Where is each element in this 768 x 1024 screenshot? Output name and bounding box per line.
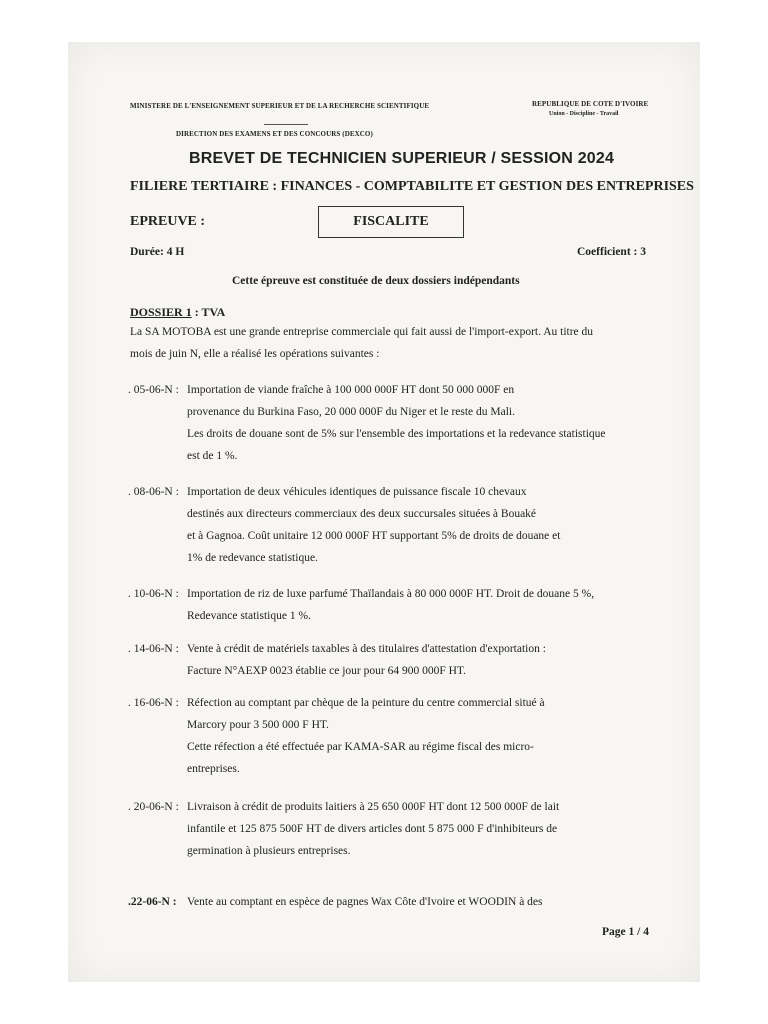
operation-line: destinés aux directeurs commerciaux des deux succursales situées à Bouaké: [187, 508, 537, 520]
coefficient: Coefficient : 3: [577, 246, 646, 258]
operation-line: Marcory pour 3 500 000 F HT.: [187, 719, 329, 731]
dossier-intro-line-2: mois de juin N, elle a réalisé les opérations suivantes :: [130, 348, 380, 360]
operation-date: . 05-06-N :: [128, 384, 179, 396]
exam-intro: Cette épreuve est constituée de deux dossiers indépendants: [232, 275, 520, 287]
motto: Union - Discipline - Travail: [549, 111, 619, 117]
operation-line: 1% de redevance statistique.: [187, 552, 318, 564]
operation-line: entreprises.: [187, 763, 240, 775]
operation-16-06: [128, 692, 545, 780]
operation-date: . 10-06-N :: [128, 588, 179, 600]
dossier-heading: [130, 305, 225, 320]
ministry-header: MINISTERE DE L'ENSEIGNEMENT SUPERIEUR ET DE LA RECHERCHE SCIENTIFIQUE: [130, 102, 430, 110]
dossier-label: DOSSIER 1: [130, 305, 192, 319]
operation-line: est de 1 %.: [187, 450, 238, 462]
operation-date: .22-06-N :: [128, 896, 177, 908]
dossier-topic: : TVA: [191, 305, 226, 319]
operation-10-06: [128, 583, 594, 627]
operation-05-06: [128, 379, 606, 467]
operation-line: germination à plusieurs entreprises.: [187, 845, 351, 857]
dossier-intro-line-1: La SA MOTOBA est une grande entreprise commerciale qui fait aussi de l'import-export. Au titre du: [130, 326, 594, 338]
epreuve-box: [318, 206, 464, 238]
operation-date: . 16-06-N :: [128, 697, 179, 709]
operation-line: provenance du Burkina Faso, 20 000 000F du Niger et le reste du Mali.: [187, 406, 516, 418]
operation-line: Vente au comptant en espèce de pagnes Wax Côte d'Ivoire et WOODIN à des: [187, 896, 543, 908]
operation-20-06: [128, 796, 559, 862]
operation-line: Importation de riz de luxe parfumé Thaïlandais à 80 000 000F HT. Droit de douane 5 %,: [187, 588, 595, 600]
operation-line: Vente à crédit de matériels taxables à des titulaires d'attestation d'exportation :: [187, 643, 546, 655]
operation-14-06: [128, 638, 546, 682]
exam-title: BREVET DE TECHNICIEN SUPERIEUR / SESSION 2024: [189, 150, 615, 167]
republic-header: REPUBLIQUE DE COTE D'IVOIRE: [532, 100, 649, 108]
operation-line: Cette réfection a été effectuée par KAMA-SAR au régime fiscal des micro-: [187, 741, 534, 753]
filiere: FILIERE TERTIAIRE : FINANCES - COMPTABILITE ET GESTION DES ENTREPRISES: [130, 179, 694, 194]
duration: Durée: 4 H: [130, 246, 185, 258]
operation-date: . 14-06-N :: [128, 643, 179, 655]
page-number: Page 1 / 4: [602, 926, 649, 938]
operation-line: Livraison à crédit de produits laitiers à 25 650 000F HT dont 12 500 000F de lait: [187, 801, 560, 813]
operation-line: Les droits de douane sont de 5% sur l'ensemble des importations et la redevance statistique: [187, 428, 606, 440]
direction-header: DIRECTION DES EXAMENS ET DES CONCOURS (DEXCO): [176, 130, 373, 138]
operation-date: . 08-06-N :: [128, 486, 179, 498]
epreuve-name: FISCALITE: [353, 214, 429, 229]
operation-line: Redevance statistique 1 %.: [187, 610, 311, 622]
operation-22-06: [128, 891, 543, 913]
operation-line: Réfection au comptant par chèque de la peinture du centre commercial situé à: [187, 697, 545, 709]
epreuve-label: EPREUVE :: [130, 214, 206, 229]
operation-08-06: [128, 481, 560, 569]
operation-line: Facture N°AEXP 0023 établie ce jour pour 64 900 000F HT.: [187, 665, 466, 677]
operation-line: infantile et 125 875 500F HT de divers articles dont 5 875 000 F d'inhibiteurs de: [187, 823, 558, 835]
operation-line: et à Gagnoa. Coût unitaire 12 000 000F HT supportant 5% de droits de douane et: [187, 530, 561, 542]
operation-line: Importation de viande fraîche à 100 000 000F HT dont 50 000 000F en: [187, 384, 515, 396]
operation-date: . 20-06-N :: [128, 801, 179, 813]
header-divider: [264, 124, 308, 125]
operation-line: Importation de deux véhicules identiques de puissance fiscale 10 chevaux: [187, 486, 527, 498]
